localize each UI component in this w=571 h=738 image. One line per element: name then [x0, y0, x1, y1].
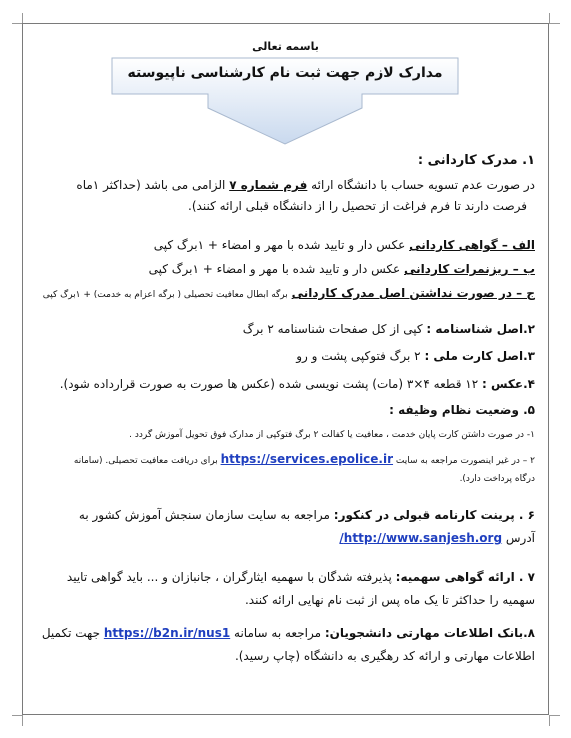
section-1-paragraph-line-1: در صورت عدم تسویه حساب با دانشگاه ارائه فرم شماره ۷ الزامی می باشد (حداکثر ۱ماه: [76, 178, 535, 192]
crop-mark-bottom-left: [12, 715, 23, 726]
section-7: ۷ . ارائه گواهی سهمیه: پذیرفته شدگان با سهمیه ایثارگران ، جانبازان و ... باید گواهی تایید: [66, 570, 535, 584]
item-b: ب – ریزنمرات کاردانی عکس دار و تایید شده با مهر و امضاء + ۱برگ کپی: [148, 262, 535, 276]
section-3: ۳.اصل کارت ملی : ۲ برگ فتوکپی پشت و رو: [296, 349, 535, 363]
item-a: الف – گواهی کاردانی عکس دار و تایید شده با مهر و امضاء + ۱برگ کپی: [153, 238, 535, 252]
section-5-line-3: درگاه پرداخت دارد).: [459, 474, 535, 484]
section-1-heading: ۱. مدرک کاردانی :: [417, 153, 535, 168]
item-c: ج – در صورت نداشتن اصل مدرک کاردانی برگه ابطال معافیت تحصیلی ( برگه اعزام به خدمت) + ۱برگ کپی: [42, 286, 535, 300]
crop-mark-top-right: [549, 13, 560, 24]
section-4: ۴.عکس : ۱۲ قطعه ۴×۳ (مات) پشت نویسی شده (عکس ها صورت به صورت قرارداده شود).: [59, 377, 535, 391]
section-7-line-2: سهمیه را حداکثر تا یک ماه پس از ثبت نام نهایی ارائه کنند.: [244, 593, 535, 607]
section-8: ۸.بانک اطلاعات مهارتی دانشجویان: مراجعه به سامانه https://b2n.ir/nus1 جهت تکمیل: [41, 626, 535, 640]
section-5-line-1: ۱- در صورت داشتن کارت پایان خدمت ، معافیت یا کفالت ۲ برگ فتوکپی از مدارک فوق تحویل آموزش گردد .: [129, 430, 535, 440]
form-7-emphasis: فرم شماره ۷: [229, 178, 308, 192]
section-2: ۲.اصل شناسنامه : کپی از کل صفحات شناسنامه ۲ برگ: [242, 322, 535, 336]
section-1-paragraph-line-2: فرصت دارند تا فرم فراغت از تحصیل را از دانشگاه قبلی ارائه کنند).: [188, 199, 527, 213]
section-6: ۶ . پرینت کارنامه قبولی در کنکور: مراجعه به سایت سازمان سنجش آموزش کشور به: [78, 508, 535, 522]
section-6-address: آدرس http://www.sanjesh.org/: [339, 531, 535, 545]
crop-mark-bottom-right: [549, 715, 560, 726]
page-title: مدارک لازم جهت ثبت نام کارشناسی ناپیوسته: [127, 65, 443, 81]
section-5-heading: ۵. وضعیت نظام وظیفه :: [389, 403, 535, 417]
epolice-link[interactable]: https://services.epolice.ir: [220, 452, 394, 466]
section-5-line-2: ۲ – در غیر اینصورت مراجعه به سایت https://services.epolice.ir برای دریافت معافیت تحصیلی. (سامانه: [73, 452, 535, 466]
b2n-link[interactable]: https://b2n.ir/nus1: [103, 626, 231, 640]
basmala: باسمه تعالی: [252, 40, 319, 53]
sanjesh-link[interactable]: http://www.sanjesh.org/: [339, 531, 503, 545]
section-8-line-2: اطلاعات مهارتی و ارائه کد رهگیری به دانشگاه (چاپ رسید).: [234, 649, 535, 663]
